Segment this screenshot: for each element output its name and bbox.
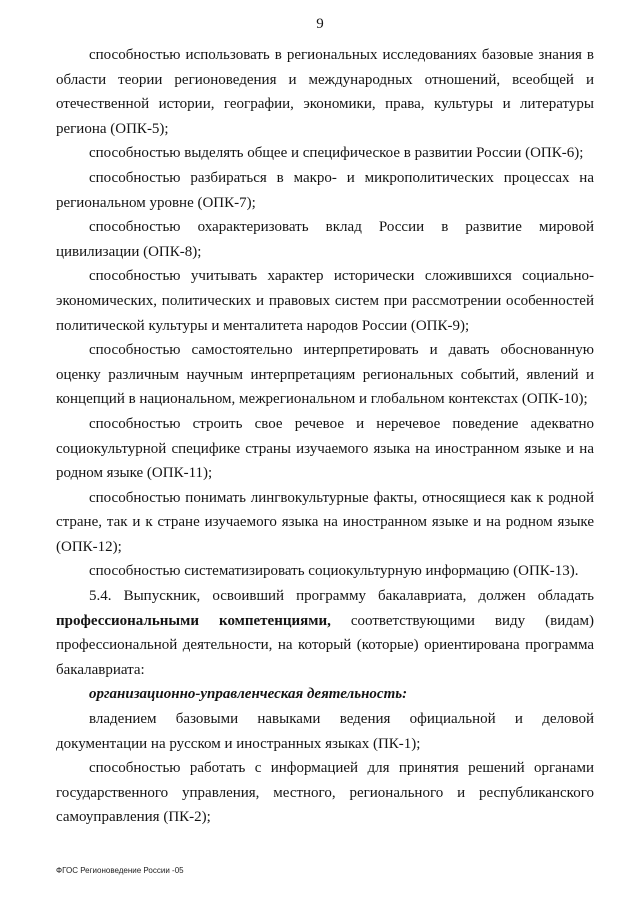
paragraph-opk-10: способностью самостоятельно интерпретировать и давать обоснованную оценку различным научным интерпретациям региональных событий, явлений и концепций в национальном, межрегиональном и глобальном контекстах (ОПК-10);: [56, 342, 594, 408]
paragraph-opk-11: способностью строить свое речевое и неречевое поведение адекватно социокультурной специфике страны изучаемого языка на иностранном языке и на родном языке (ОПК-11);: [56, 415, 594, 482]
section-5-4: [56, 584, 594, 682]
footer-standard-label: ФГОС Регионоведение России -05: [56, 866, 184, 875]
paragraph-opk-9: способностью учитывать характер исторически сложившихся социально-экономических, политических и правовых систем при рассмотрении особенностей политической культуры и менталитета народов России (ОПК-9);: [56, 268, 594, 334]
subheading-org-management: организационно-управленческая деятельность:: [89, 686, 408, 703]
paragraph-opk-7: способностью разбираться в макро- и микрополитических процессах на региональном уровне (ОПК-7);: [56, 169, 594, 211]
paragraph-opk-6: способностью выделять общее и специфическое в развитии России (ОПК-6);: [89, 145, 584, 162]
paragraph-opk-5: способностью использовать в региональных исследованиях базовые знания в области теории регионоведения и международных отношений, всеобщей и отечественной истории, географии, экономики, права, культуры и литературы региона (ОПК-5);: [56, 47, 594, 137]
paragraph-opk-8: способностью охарактеризовать вклад России в развитие мировой цивилизации (ОПК-8);: [56, 219, 594, 260]
document-body: [56, 43, 594, 830]
page-number: 9: [316, 16, 324, 32]
paragraph-pk-2: способностью работать с информацией для принятия решений органами государственного управления, местного, регионального и республиканского самоуправления (ПК-2);: [56, 760, 594, 826]
section-5-4-tail: соответствующими виду (видам) профессиональной деятельности, на который (которые) ориентирована программа бакалавриата:: [56, 612, 594, 678]
paragraph-opk-13: способностью систематизировать социокультурную информацию (ОПК-13).: [89, 563, 579, 580]
paragraph-pk-1: владением базовыми навыками ведения официальной и деловой документации на русском и иностранных языках (ПК-1);: [56, 711, 594, 752]
paragraph-opk-12: способностью понимать лингвокультурные факты, относящиеся как к родной стране, так и к стране изучаемого языка на иностранном языке и на родном языке (ОПК-12);: [56, 489, 594, 555]
section-5-4-bold-term: профессиональными компетенциями,: [56, 612, 331, 629]
section-5-4-lead: 5.4. Выпускник, освоивший программу бакалавриата, должен обладать: [89, 588, 594, 605]
